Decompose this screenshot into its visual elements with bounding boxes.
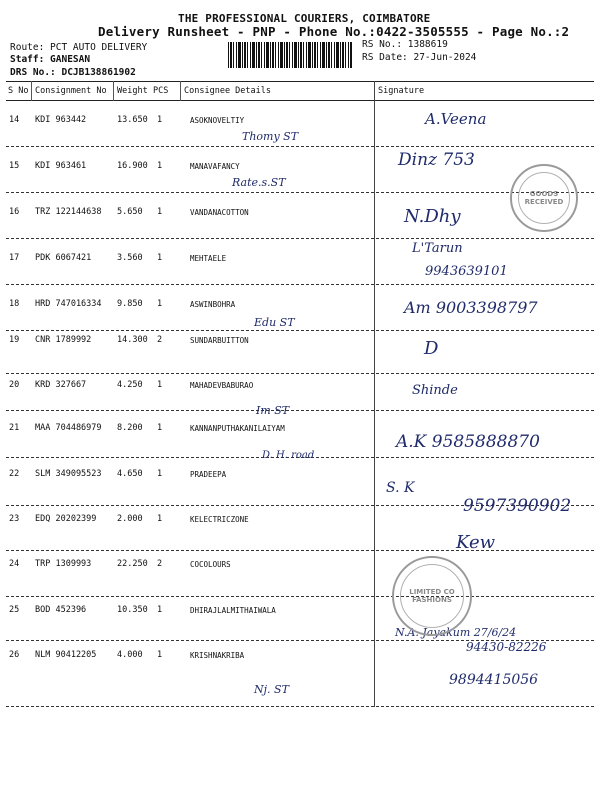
row-weight: 16.900 <box>117 161 148 171</box>
row-pcs: 2 <box>157 335 163 345</box>
signature: Kew <box>456 532 496 553</box>
table-row <box>0 545 600 591</box>
row-pcs: 1 <box>157 514 163 524</box>
handwritten-note: Im ST <box>256 404 290 417</box>
row-consignee: MEHTAELE <box>190 254 227 263</box>
barcode <box>228 42 352 68</box>
row-consignee: ASOKNOVELTIY <box>190 116 245 125</box>
row-pcs: 1 <box>157 161 163 171</box>
row-sno: 17 <box>9 253 20 263</box>
row-weight: 2.000 <box>117 514 143 524</box>
staff-label: Staff: GANESAN <box>10 54 91 65</box>
handwritten-note: Rate.s.ST <box>232 176 286 189</box>
table-row <box>0 147 600 193</box>
drs-number: DRS No.: DCJB138861902 <box>10 67 136 78</box>
col-signature: Signature <box>378 86 425 96</box>
handwritten-note: D. H. road <box>262 450 315 461</box>
row-weight: 9.850 <box>117 299 143 309</box>
row-weight: 22.250 <box>117 559 148 569</box>
company-name: THE PROFESSIONAL COURIERS, COIMBATORE <box>178 12 431 25</box>
row-sno: 16 <box>9 207 20 217</box>
row-pcs: 1 <box>157 469 163 479</box>
row-pcs: 1 <box>157 115 163 125</box>
row-consignment: EDQ 20202399 <box>35 514 97 524</box>
runsheet-title: Delivery Runsheet - PNP - Phone No.:0422-3505555 - Page No.:2 <box>98 24 570 39</box>
row-consignee: DHIRAJLALMITHAIWALA <box>190 606 276 615</box>
row-consignee: MAHADEVBABURAO <box>190 381 254 390</box>
row-weight: 5.650 <box>117 207 143 217</box>
signature: D <box>424 338 439 359</box>
col-pcs: PCS <box>153 86 169 96</box>
handwritten-note: Thomy ST <box>242 130 299 143</box>
handwritten-phone: 94430-82226 <box>466 640 547 654</box>
table-row <box>0 366 600 412</box>
row-consignment: KRD 327667 <box>35 380 87 390</box>
company-seal-stamp <box>392 556 472 636</box>
goods-received-stamp <box>510 164 578 232</box>
row-pcs: 1 <box>157 423 163 433</box>
col-consignee: Consignee Details <box>184 86 271 96</box>
col-weight: Weight <box>117 86 148 96</box>
signature: S. K <box>386 480 415 496</box>
rs-number: RS No.: 1388619 <box>362 39 448 50</box>
signature: L'Tarun <box>412 241 463 256</box>
row-consignment: TRZ 122144638 <box>35 207 102 217</box>
row-weight: 10.350 <box>117 605 148 615</box>
row-weight: 3.560 <box>117 253 143 263</box>
row-sno: 25 <box>9 605 20 615</box>
row-sno: 21 <box>9 423 20 433</box>
row-weight: 8.200 <box>117 423 143 433</box>
handwritten-phone: 9894415056 <box>449 672 539 688</box>
signature: N.Dhy <box>404 206 461 227</box>
row-consignee: KELECTRICZONE <box>190 515 249 524</box>
row-sno: 19 <box>9 335 20 345</box>
handwritten-note: Edu ST <box>254 316 295 329</box>
col-consignment: Consignment No <box>35 86 107 96</box>
signature: Shinde <box>412 383 458 398</box>
row-consignee: SUNDARBUITTON <box>190 336 249 345</box>
row-weight: 13.650 <box>117 115 148 125</box>
rs-date: RS Date: 27-Jun-2024 <box>362 52 477 63</box>
row-consignment: PDK 6067421 <box>35 253 92 263</box>
row-consignment: MAA 704486979 <box>35 423 102 433</box>
row-weight: 4.650 <box>117 469 143 479</box>
row-sno: 15 <box>9 161 20 171</box>
signature: Dinz 753 <box>398 150 475 170</box>
col-sno: S No <box>8 86 29 96</box>
row-consignment: CNR 1789992 <box>35 335 92 345</box>
row-consignee: ASWINBOHRA <box>190 300 236 309</box>
row-consignee: PRADEEPA <box>190 470 227 479</box>
table-top-rule <box>6 81 594 82</box>
row-sno: 24 <box>9 559 20 569</box>
row-consignment: KDI 963442 <box>35 115 87 125</box>
table-row <box>0 239 600 285</box>
row-consignment: TRP 1309993 <box>35 559 92 569</box>
stamp-text: GOODS RECEIVED <box>524 190 564 206</box>
row-consignment: BOD 452396 <box>35 605 87 615</box>
table-row <box>0 455 600 501</box>
stamp-text: LIMITED CO FASHIONS <box>409 588 455 604</box>
table-row <box>0 321 600 367</box>
row-pcs: 1 <box>157 207 163 217</box>
row-pcs: 1 <box>157 380 163 390</box>
handwritten-phone: 9597390902 <box>463 496 572 516</box>
route-label: Route: PCT AUTO DELIVERY <box>10 42 148 53</box>
row-consignee: KANNANPUTHAKANILAIYAM <box>190 424 285 433</box>
row-consignment: SLM 349095523 <box>35 469 102 479</box>
row-consignment: NLM 90412205 <box>35 650 97 660</box>
row-pcs: 1 <box>157 605 163 615</box>
row-weight: 14.300 <box>117 335 148 345</box>
table-row <box>0 101 600 147</box>
row-consignee: KRISHNAKRIBA <box>190 651 245 660</box>
row-consignment: HRD 747016334 <box>35 299 102 309</box>
row-sno: 26 <box>9 650 20 660</box>
row-pcs: 1 <box>157 299 163 309</box>
row-pcs: 1 <box>157 253 163 263</box>
row-sno: 20 <box>9 380 20 390</box>
row-sno: 23 <box>9 514 20 524</box>
row-pcs: 1 <box>157 650 163 660</box>
signature: N.A. Jayakum 27/6/24 <box>395 626 517 639</box>
row-consignment: KDI 963461 <box>35 161 87 171</box>
row-sno: 14 <box>9 115 20 125</box>
row-weight: 4.000 <box>117 650 143 660</box>
signature: A.K 9585888870 <box>396 432 540 452</box>
row-weight: 4.250 <box>117 380 143 390</box>
handwritten-note: Nj. ST <box>254 683 289 696</box>
row-consignee: MANAVAFANCY <box>190 162 240 171</box>
row-sno: 18 <box>9 299 20 309</box>
row-sno: 22 <box>9 469 20 479</box>
row-pcs: 2 <box>157 559 163 569</box>
signature: Am 9003398797 <box>404 298 538 317</box>
row-consignee: VANDANACOTTON <box>190 208 249 217</box>
signature: A.Veena <box>425 110 487 128</box>
row-consignee: COCOLOURS <box>190 560 231 569</box>
handwritten-phone: 9943639101 <box>425 264 508 279</box>
